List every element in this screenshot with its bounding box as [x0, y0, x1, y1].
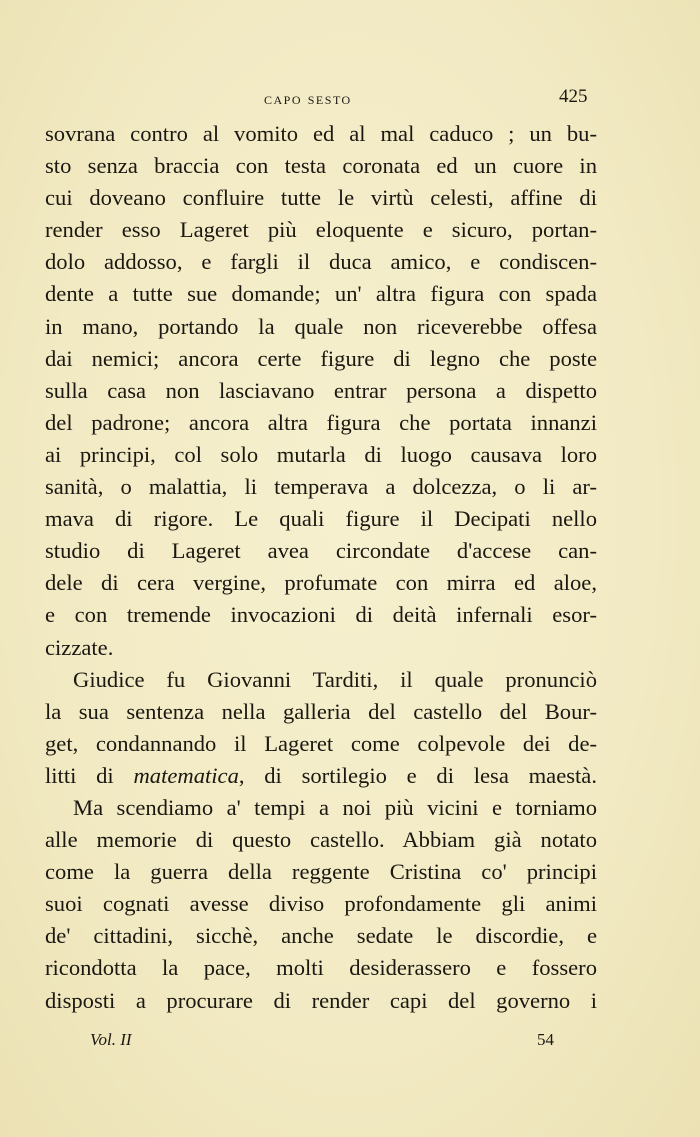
text-line: cizzate.	[45, 634, 114, 660]
signature-mark: 54	[537, 1030, 554, 1049]
text-line: studio di Lageret avea circondate d'accese can-	[45, 538, 597, 564]
text-line: disposti a procurare di render capi del governo i	[45, 987, 597, 1013]
text-line: de' cittadini, sicchè, anche sedate le discordie, e	[45, 923, 597, 949]
text-line: in mano, portando la quale non riceverebbe offesa	[45, 313, 597, 339]
text-line: del padrone; ancora altra figura che portata innanzi	[45, 409, 597, 435]
text-line: dolo addosso, e fargli il duca amico, e condiscen-	[45, 249, 597, 275]
paragraph-1	[45, 118, 597, 664]
text-line: Giudice fu Giovanni Tarditi, il quale pronunciò	[73, 666, 597, 692]
text-line: sulla casa non lasciavano entrar persona a dispetto	[45, 377, 597, 403]
text-line: sanità, o malattia, li temperava a dolcezza, o li ar-	[45, 474, 597, 500]
page-number: 425	[559, 86, 588, 107]
text-line: dele di cera vergine, profumate con mirra ed aloe,	[45, 570, 597, 596]
body-text	[45, 118, 597, 1017]
text-line: ai principi, col solo mutarla di luogo causava loro	[45, 441, 597, 467]
running-title: capo sesto	[264, 89, 352, 108]
text-line: dai nemici; ancora certe figure di legno che poste	[45, 345, 597, 371]
text-line: e con tremende invocazioni di deità infernali esor-	[45, 602, 597, 628]
text-line: ricondotta la pace, molti desiderassero e fossero	[45, 955, 597, 981]
text-fragment: litti di	[45, 762, 134, 788]
text-line: come la guerra della reggente Cristina co' principi	[45, 859, 597, 885]
text-line: alle memorie di questo castello. Abbiam già notato	[45, 827, 597, 853]
text-line: get, condannando il Lageret come colpevole dei de-	[45, 730, 597, 756]
page-footer	[0, 1030, 700, 1060]
text-line: mava di rigore. Le quali figure il Decipati nello	[45, 506, 597, 532]
text-line: Ma scendiamo a' tempi a noi più vicini e torniamo	[73, 794, 597, 820]
text-fragment: , di sortilegio e di lesa maestà.	[238, 762, 597, 788]
paragraph-2	[45, 664, 597, 792]
text-line: cui doveano confluire tutte le virtù celesti, affine di	[45, 185, 597, 211]
running-head	[0, 86, 700, 116]
volume-label: Vol. II	[90, 1030, 132, 1049]
text-line: sovrana contro al vomito ed al mal caduco ; un bu-	[45, 121, 597, 146]
text-line: render esso Lageret più eloquente e sicuro, portan-	[45, 217, 597, 243]
text-line	[45, 760, 597, 792]
text-line: la sua sentenza nella galleria del castello del Bour-	[45, 698, 597, 724]
text-line: sto senza braccia con testa coronata ed un cuore in	[45, 153, 597, 179]
text-line: suoi cognati avesse diviso profondamente gli animi	[45, 891, 597, 917]
emphasized-word: matematica	[133, 762, 239, 788]
text-line: dente a tutte sue domande; un' altra figura con spada	[45, 281, 597, 307]
paragraph-3	[45, 792, 597, 1017]
